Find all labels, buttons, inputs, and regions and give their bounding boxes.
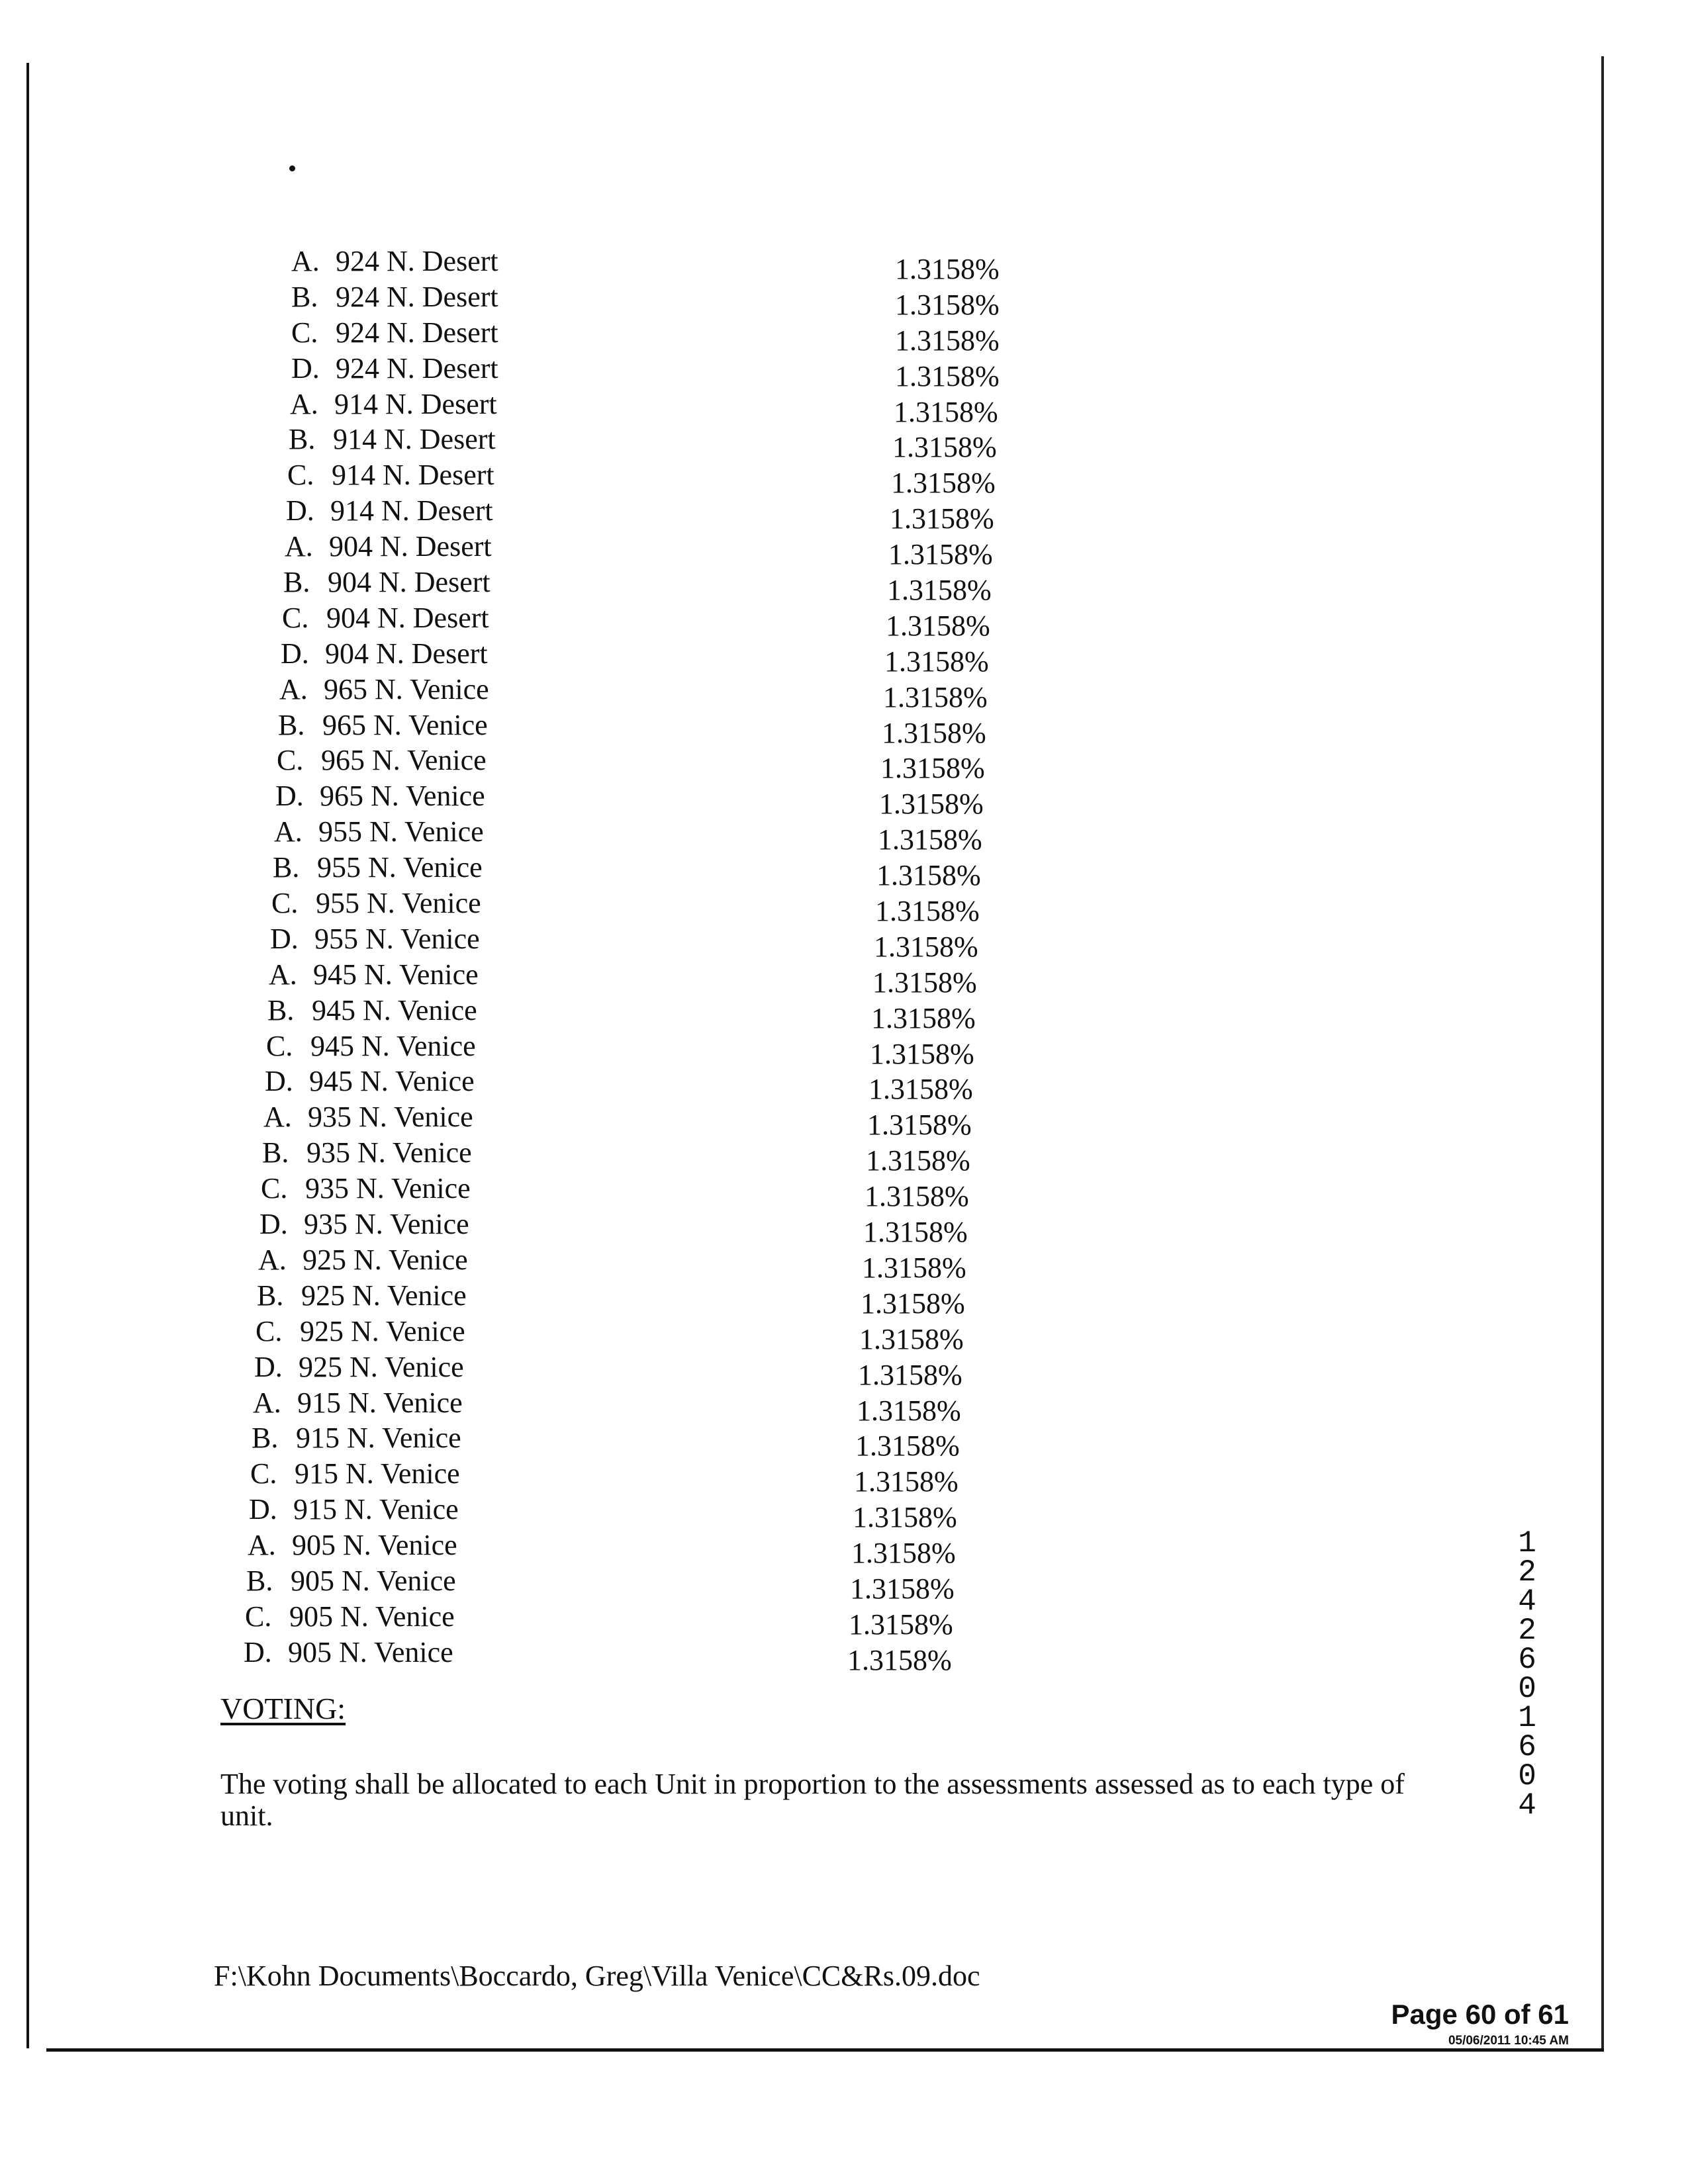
unit-letter: B. [267, 993, 295, 1026]
unit-address: 914 N. Desert [332, 459, 494, 492]
unit-address: 925 N. Venice [300, 1314, 465, 1347]
unit-letter: D. [254, 1350, 283, 1383]
unit-address: 935 N. Venice [308, 1101, 473, 1134]
unit-letter: B. [257, 1279, 284, 1312]
unit-address: 955 N. Venice [316, 887, 481, 920]
unit-address: 905 N. Venice [291, 1564, 456, 1597]
unit-row [262, 1136, 1092, 1177]
unit-row [257, 1279, 1092, 1320]
unit-row [265, 423, 1092, 464]
unit-letter: A. [291, 245, 320, 277]
unit-address: 904 N. Desert [326, 601, 489, 634]
unit-percentage: 1.3158% [854, 1465, 959, 1498]
unit-percentage: 1.3158% [863, 1216, 968, 1249]
unit-row [265, 637, 1092, 678]
unit-letter: B. [252, 1422, 279, 1455]
unit-letter: A. [253, 1386, 281, 1419]
unit-row [265, 530, 1092, 571]
unit-letter: C. [261, 1172, 288, 1205]
unit-percentage: 1.3158% [895, 288, 1000, 321]
unit-address: 965 N. Venice [324, 672, 489, 705]
unit-percentage: 1.3158% [895, 253, 1000, 285]
unit-address: 915 N. Venice [297, 1386, 463, 1419]
unit-address: 915 N. Venice [296, 1422, 461, 1455]
unit-percentage: 1.3158% [853, 1501, 957, 1534]
unit-row [253, 1386, 1092, 1427]
unit-letter: C. [287, 459, 314, 492]
unit-letter: D. [281, 637, 309, 670]
unit-percentage-list [244, 245, 1092, 1676]
unit-letter: B. [262, 1136, 289, 1169]
unit-row [265, 744, 1092, 785]
unit-row [265, 922, 1092, 963]
unit-percentage: 1.3158% [888, 538, 993, 571]
unit-address: 924 N. Desert [336, 351, 498, 385]
unit-row [265, 351, 1092, 392]
unit-address: 924 N. Desert [336, 280, 498, 313]
unit-letter: A. [274, 815, 303, 848]
unit-row [265, 815, 1092, 856]
voting-heading: VOTING: [220, 1692, 346, 1725]
unit-letter: D. [286, 494, 314, 527]
unit-percentage: 1.3158% [891, 467, 996, 500]
unit-percentage: 1.3158% [862, 1251, 966, 1284]
unit-address: 965 N. Venice [322, 708, 488, 741]
unit-address: 935 N. Venice [305, 1172, 471, 1205]
unit-row [265, 494, 1092, 535]
unit-letter: D. [259, 1208, 288, 1241]
unit-percentage: 1.3158% [879, 788, 984, 821]
unit-address: 924 N. Desert [336, 245, 498, 277]
unit-row [256, 1314, 1092, 1355]
unit-percentage: 1.3158% [884, 645, 989, 678]
left-margin-rule [26, 63, 29, 2048]
unit-address: 925 N. Venice [301, 1279, 467, 1312]
unit-address: 935 N. Venice [306, 1136, 472, 1169]
unit-row [259, 1208, 1092, 1249]
unit-letter: C. [245, 1600, 272, 1633]
unit-percentage: 1.3158% [865, 1180, 969, 1213]
unit-row [248, 1529, 1092, 1570]
unit-row [249, 1493, 1092, 1534]
unit-row [261, 1172, 1092, 1213]
unit-address: 905 N. Venice [289, 1600, 455, 1633]
unit-percentage: 1.3158% [851, 1537, 956, 1570]
unit-percentage: 1.3158% [872, 966, 977, 999]
unit-letter: A. [290, 387, 318, 420]
unit-letter: A. [269, 958, 297, 991]
unit-percentage: 1.3158% [875, 895, 980, 928]
unit-percentage: 1.3158% [857, 1394, 961, 1427]
unit-percentage: 1.3158% [876, 859, 981, 892]
unit-letter: C. [250, 1457, 277, 1490]
file-path: F:\Kohn Documents\Boccardo, Greg\Villa Venice\CC&Rs.09.doc [214, 1960, 980, 1992]
unit-row [254, 1350, 1092, 1391]
unit-address: 935 N. Venice [304, 1208, 469, 1241]
unit-address: 924 N. Desert [336, 316, 498, 349]
unit-row [265, 708, 1092, 749]
print-timestamp: 05/06/2011 10:45 AM [1448, 2034, 1569, 2048]
unit-letter: C. [291, 316, 318, 349]
unit-percentage: 1.3158% [867, 1109, 972, 1142]
unit-address: 915 N. Venice [295, 1457, 460, 1490]
unit-letter: B. [278, 708, 305, 741]
unit-row [265, 851, 1092, 892]
unit-letter: A. [263, 1101, 292, 1134]
unit-letter: B. [273, 851, 300, 884]
unit-percentage: 1.3158% [883, 680, 988, 713]
unit-percentage: 1.3158% [880, 752, 985, 785]
unit-percentage: 1.3158% [849, 1608, 953, 1641]
unit-address: 945 N. Venice [313, 958, 479, 991]
unit-address: 925 N. Venice [303, 1243, 468, 1276]
unit-letter: C. [266, 1029, 293, 1062]
unit-letter: D. [291, 351, 320, 385]
unit-row [265, 280, 1092, 321]
unit-address: 904 N. Desert [328, 566, 491, 599]
unit-percentage: 1.3158% [882, 716, 986, 749]
unit-address: 915 N. Venice [293, 1493, 459, 1526]
unit-letter: C. [277, 744, 304, 777]
unit-letter: D. [249, 1493, 277, 1526]
unit-row [246, 1564, 1092, 1605]
unit-percentage: 1.3158% [855, 1430, 960, 1463]
unit-percentage: 1.3158% [890, 502, 994, 535]
unit-letter: B. [283, 566, 310, 599]
unit-letter: C. [256, 1314, 283, 1347]
unit-percentage: 1.3158% [859, 1322, 964, 1355]
unit-address: 914 N. Desert [333, 423, 496, 456]
unit-row [244, 1635, 1092, 1676]
bottom-rule [46, 2048, 1604, 2052]
unit-row [265, 245, 1092, 285]
unit-row [265, 887, 1092, 928]
unit-letter: C. [282, 601, 309, 634]
recording-number: 12426 01604 [1518, 1526, 1555, 1823]
unit-row [252, 1422, 1092, 1463]
unit-address: 955 N. Venice [318, 815, 484, 848]
unit-address: 925 N. Venice [299, 1350, 464, 1383]
bullet-mark [289, 165, 295, 171]
unit-row [265, 993, 1092, 1034]
unit-percentage: 1.3158% [866, 1144, 970, 1177]
unit-address: 904 N. Desert [325, 637, 488, 670]
unit-address: 905 N. Venice [288, 1635, 453, 1668]
unit-percentage: 1.3158% [895, 359, 1000, 392]
unit-percentage: 1.3158% [868, 1073, 973, 1106]
unit-percentage: 1.3158% [892, 431, 997, 464]
unit-row [265, 958, 1092, 999]
unit-row [265, 459, 1092, 500]
unit-row [263, 1101, 1092, 1142]
unit-letter: A. [258, 1243, 287, 1276]
page-number: Page 60 of 61 [1391, 1999, 1569, 2030]
voting-paragraph: The voting shall be allocated to each Unit in proportion to the assessments assessed as to each type of unit. [220, 1768, 1405, 1832]
unit-address: 955 N. Venice [314, 922, 480, 955]
unit-percentage: 1.3158% [861, 1287, 965, 1320]
unit-letter: D. [275, 780, 304, 813]
unit-row [265, 387, 1092, 428]
right-margin-rule [1601, 56, 1604, 2052]
unit-row [265, 1065, 1092, 1106]
unit-percentage: 1.3158% [895, 324, 1000, 357]
unit-letter: D. [244, 1635, 272, 1668]
unit-row [265, 1029, 1092, 1070]
unit-letter: B. [289, 423, 316, 456]
unit-percentage: 1.3158% [887, 574, 992, 607]
unit-row [265, 672, 1092, 713]
unit-row [245, 1600, 1092, 1641]
unit-letter: B. [246, 1564, 273, 1597]
unit-address: 905 N. Venice [292, 1529, 457, 1562]
unit-address: 904 N. Desert [329, 530, 492, 563]
unit-letter: A. [279, 672, 308, 705]
unit-letter: D. [270, 922, 299, 955]
unit-row [258, 1243, 1092, 1284]
unit-percentage: 1.3158% [886, 609, 990, 642]
unit-row [265, 601, 1092, 642]
unit-percentage: 1.3158% [894, 395, 998, 428]
unit-letter: B. [291, 280, 318, 313]
unit-address: 914 N. Desert [330, 494, 493, 527]
unit-address: 945 N. Venice [309, 1065, 475, 1098]
unit-row [265, 780, 1092, 821]
unit-row [265, 566, 1092, 607]
unit-percentage: 1.3158% [874, 930, 978, 963]
unit-address: 965 N. Venice [320, 780, 485, 813]
unit-row [265, 316, 1092, 357]
unit-address: 945 N. Venice [312, 993, 477, 1026]
unit-letter: D. [265, 1065, 293, 1098]
unit-letter: A. [285, 530, 313, 563]
unit-address: 965 N. Venice [321, 744, 487, 777]
unit-address: 945 N. Venice [310, 1029, 476, 1062]
unit-letter: C. [271, 887, 299, 920]
unit-address: 955 N. Venice [317, 851, 483, 884]
unit-percentage: 1.3158% [878, 823, 982, 856]
unit-percentage: 1.3158% [870, 1037, 974, 1070]
unit-percentage: 1.3158% [871, 1001, 976, 1034]
unit-percentage: 1.3158% [847, 1643, 952, 1676]
unit-percentage: 1.3158% [858, 1358, 962, 1391]
unit-percentage: 1.3158% [850, 1572, 955, 1605]
unit-address: 914 N. Desert [334, 387, 497, 420]
unit-letter: A. [248, 1529, 276, 1562]
unit-row [250, 1457, 1092, 1498]
